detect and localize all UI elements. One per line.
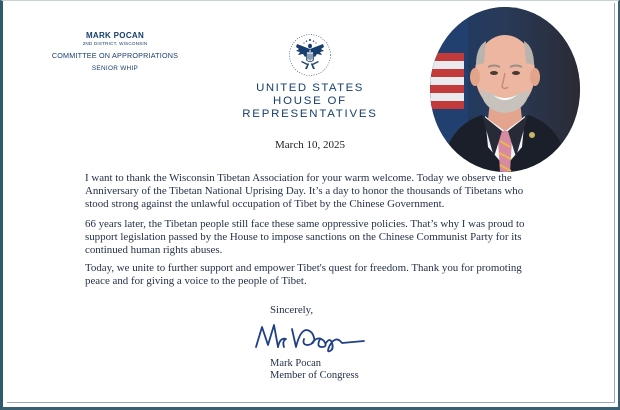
- signer-name: Mark Pocan: [270, 358, 322, 369]
- house-seal-icon: [288, 33, 332, 77]
- letterhead-line-united-states: UNITED STATES: [256, 82, 364, 94]
- sender-role: SENIOR WHIP: [91, 65, 139, 72]
- handwritten-signature: [252, 317, 367, 357]
- signer-title: Member of Congress: [270, 370, 359, 381]
- house-letterhead: [208, 82, 412, 121]
- sender-name: MARK POCAN: [85, 31, 145, 40]
- sender-committee: COMMITTEE ON APPROPRIATIONS: [51, 51, 179, 60]
- sender-block: [40, 31, 190, 72]
- letterhead-line-house: HOUSE OF REPRESENTATIVES: [242, 95, 378, 120]
- letter-paragraph-2: 66 years later, the Tibetan people still face these same oppressive policies. That’s why I was proud to support legislation passed by the House to impose sanctions on the Chinese Communist Party for its continued human rights abuses.: [85, 218, 525, 256]
- letter-paragraph-3: Today, we unite to further support and empower Tibet's quest for freedom. Thank you for promoting peace and for giving a voice to the people of Tibet.: [85, 262, 522, 287]
- letter-date: March 10, 2025: [275, 139, 345, 151]
- letter-closing: Sincerely,: [270, 304, 314, 316]
- letter-paragraph-1: I want to thank the Wisconsin Tibetan Association for your warm welcome. Today we observe the Anniversary of the Tibetan National Uprising Day. It’s a day to honor the thousands of Tibetans who stood strong against the unlawful occupation of Tibet by the Chinese Government.: [85, 172, 524, 210]
- sender-district: 2ND DISTRICT, WISCONSIN: [82, 41, 148, 46]
